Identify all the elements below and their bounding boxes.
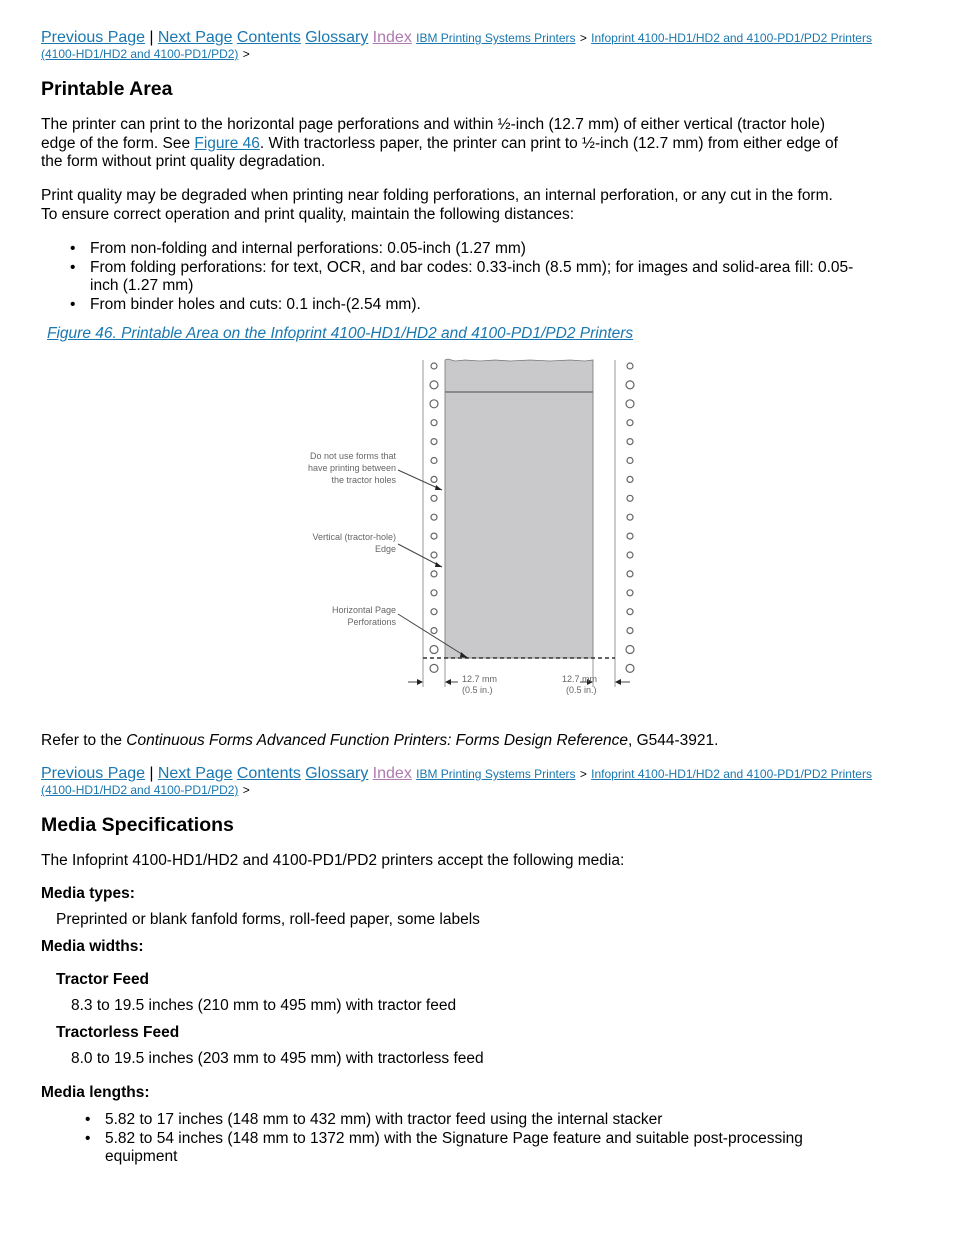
- tractor-hole: [430, 664, 438, 672]
- tractor-hole: [431, 533, 437, 539]
- tractor-hole: [626, 646, 634, 654]
- next-page-link[interactable]: Next Page: [157, 29, 233, 46]
- text: Refer to the: [41, 732, 127, 749]
- tractor-hole: [431, 363, 437, 369]
- tractor-hole: [627, 420, 633, 426]
- top-nav: [41, 30, 921, 62]
- breadcrumb-separator: >: [579, 31, 587, 45]
- tractor-hole: [627, 571, 633, 577]
- printable-paragraph-2: [41, 187, 916, 224]
- breadcrumb-separator: >: [242, 783, 250, 797]
- glossary-link[interactable]: Glossary: [305, 29, 369, 46]
- media-intro: The Infoprint 4100-HD1/HD2 and 4100-PD1/PD2 printers accept the following media:: [41, 852, 625, 869]
- tractor-hole: [431, 439, 437, 445]
- tractor-hole: [431, 458, 437, 464]
- breadcrumb-infoprint-4100[interactable]: Infoprint 4100-HD1/HD2 and 4100-PD1/PD2 Printers: [591, 31, 872, 45]
- list-item-text: From non-folding and internal perforations: 0.05-inch (1.27 mm): [90, 240, 526, 257]
- list-item-text: inch (1.27 mm): [90, 277, 194, 294]
- text: . With tractorless paper, the printer can print to ½-inch (12.7 mm) from either edge of: [259, 134, 838, 152]
- label-horizontal-perforations: [332, 605, 397, 627]
- tractor-hole: [627, 609, 633, 615]
- breadcrumb-infoprint-4100-models[interactable]: (4100-HD1/HD2 and 4100-PD1/PD2): [41, 47, 239, 61]
- tractor-hole: [627, 514, 633, 520]
- figure-label: Do not use forms that: [309, 451, 396, 461]
- figure-label: (0.5 in.): [462, 685, 493, 695]
- tractor-hole: [626, 400, 634, 408]
- label-vertical-edge: [312, 532, 396, 554]
- dimension-left: [462, 674, 497, 695]
- list-item-text: 5.82 to 17 inches (148 mm to 432 mm) with tractor feed using the internal stacker: [105, 1111, 663, 1128]
- list-item: • 5.82 to 54 inches (148 mm to 1372 mm) with the Signature Page feature and suitable post-processing equipment: [85, 1129, 803, 1165]
- breadcrumb-ibm-printers[interactable]: IBM Printing Systems Printers: [416, 767, 576, 781]
- figure-label: Perforations: [347, 617, 396, 627]
- media-specifications-heading: Media Specifications: [41, 814, 234, 836]
- figure-46-caption[interactable]: Figure 46. Printable Area on the Infoprint 4100-HD1/HD2 and 4100-PD1/PD2 Printers: [47, 325, 634, 342]
- contents-link[interactable]: Contents: [236, 765, 301, 782]
- media-lengths-list: [41, 1111, 916, 1167]
- text: edge of the form. See: [41, 134, 195, 152]
- printable-region: [445, 359, 593, 658]
- tractor-hole: [627, 458, 633, 464]
- printable-paragraph-1: [41, 116, 916, 172]
- previous-page-link[interactable]: Previous Page: [41, 765, 146, 782]
- tractor-hole: [627, 363, 633, 369]
- list-item-text: From folding perforations: for text, OCR, and bar codes: 0.33-inch (8.5 mm); for images and solid-area fill: 0.05-: [90, 258, 854, 276]
- next-page-link[interactable]: Next Page: [157, 765, 233, 782]
- tractor-hole: [431, 495, 437, 501]
- tractor-hole: [627, 476, 633, 482]
- tractor-hole: [431, 571, 437, 577]
- distance-list: [41, 240, 916, 314]
- publication-title: Continuous Forms Advanced Function Printers: Forms Design Reference: [126, 732, 628, 749]
- tractor-hole: [431, 590, 437, 596]
- tractor-hole: [627, 590, 633, 596]
- list-item-text: From binder holes and cuts: 0.1 inch-(2.54 mm).: [90, 295, 421, 313]
- figure-label: Edge: [374, 544, 396, 554]
- tractor-hole: [431, 514, 437, 520]
- refer-paragraph: [41, 732, 916, 751]
- para-line: The printer can print to the horizontal page perforations and within ½-inch (12.7 mm) of either vertical (tractor hole): [41, 116, 825, 133]
- tractor-hole: [430, 381, 438, 389]
- index-link[interactable]: Index: [372, 29, 412, 46]
- tractor-hole: [626, 664, 634, 672]
- list-item-text: equipment: [105, 1148, 178, 1165]
- list-item: • 5.82 to 17 inches (148 mm to 432 mm) with tractor feed using the internal stacker: [85, 1111, 663, 1128]
- label-no-print-between-holes: [308, 451, 397, 485]
- tractor-hole: [627, 552, 633, 558]
- list-item: • From non-folding and internal perforations: 0.05-inch (1.27 mm): [70, 240, 526, 257]
- list-item: • From binder holes and cuts: 0.1 inch-(2.54 mm).: [70, 295, 421, 313]
- contents-link[interactable]: Contents: [236, 29, 301, 46]
- list-item: • From folding perforations: for text, OCR, and bar codes: 0.33-inch (8.5 mm); for images and solid-area fill: 0.05- inch (1.27 mm): [70, 258, 854, 294]
- tractorless-feed-value: 8.0 to 19.5 inches (203 mm to 495 mm) with tractorless feed: [71, 1050, 484, 1067]
- tractor-hole: [627, 495, 633, 501]
- breadcrumb-infoprint-4100[interactable]: Infoprint 4100-HD1/HD2 and 4100-PD1/PD2 Printers: [591, 767, 872, 781]
- text: , G544-3921.: [627, 732, 719, 749]
- breadcrumb-infoprint-4100-models[interactable]: (4100-HD1/HD2 and 4100-PD1/PD2): [41, 783, 239, 797]
- index-link[interactable]: Index: [372, 765, 412, 782]
- nav-separator: |: [149, 29, 154, 46]
- printable-area-heading: Printable Area: [41, 78, 173, 100]
- tractor-hole: [431, 552, 437, 558]
- tractor-hole: [627, 628, 633, 634]
- media-types-label: Media types:: [41, 885, 135, 902]
- figure-label: Vertical (tractor-hole): [312, 532, 396, 542]
- tractor-feed-label: Tractor Feed: [56, 971, 150, 988]
- tractor-hole: [626, 381, 634, 389]
- tractor-hole: [431, 476, 437, 482]
- figure-46-link[interactable]: Figure 46: [194, 134, 260, 152]
- tractor-hole: [431, 628, 437, 634]
- tractor-hole: [430, 400, 438, 408]
- para-line: the form without print quality degradation.: [41, 153, 326, 170]
- breadcrumb-separator: >: [579, 767, 587, 781]
- tractor-hole: [431, 609, 437, 615]
- media-lengths-label: Media lengths:: [41, 1084, 150, 1101]
- breadcrumb-separator: >: [242, 47, 250, 61]
- tractor-hole: [627, 533, 633, 539]
- figure-label: have printing between: [307, 463, 396, 473]
- media-types-value: Preprinted or blank fanfold forms, roll-feed paper, some labels: [56, 911, 480, 928]
- tractor-feed-value: 8.3 to 19.5 inches (210 mm to 495 mm) with tractor feed: [71, 997, 457, 1014]
- dimension-right: [562, 674, 597, 695]
- breadcrumb-ibm-printers[interactable]: IBM Printing Systems Printers: [416, 31, 576, 45]
- tractor-hole: [627, 439, 633, 445]
- figure-label: 12.7 mm: [562, 674, 598, 684]
- para-line: To ensure correct operation and print quality, maintain the following distances:: [41, 205, 575, 223]
- nav-separator: |: [149, 765, 154, 782]
- bottom-nav: [41, 766, 921, 798]
- printable-area-figure: [290, 352, 670, 702]
- para-line: [41, 135, 916, 154]
- glossary-link[interactable]: Glossary: [305, 765, 369, 782]
- tractorless-feed-label: Tractorless Feed: [56, 1024, 180, 1041]
- figure-label: 12.7 mm: [462, 674, 498, 684]
- figure-label: (0.5 in.): [566, 685, 597, 695]
- figure-label: Horizontal Page: [331, 605, 396, 615]
- previous-page-link[interactable]: Previous Page: [41, 29, 146, 46]
- tractor-hole: [430, 646, 438, 654]
- tractor-hole: [431, 420, 437, 426]
- list-item-text: 5.82 to 54 inches (148 mm to 1372 mm) with the Signature Page feature and suitable post-processing: [105, 1129, 803, 1147]
- figure-label: the tractor holes: [331, 475, 396, 485]
- para-line: Print quality may be degraded when printing near folding perforations, an internal perforation, or any cut in the form.: [41, 187, 833, 204]
- media-widths-label: Media widths:: [41, 938, 144, 955]
